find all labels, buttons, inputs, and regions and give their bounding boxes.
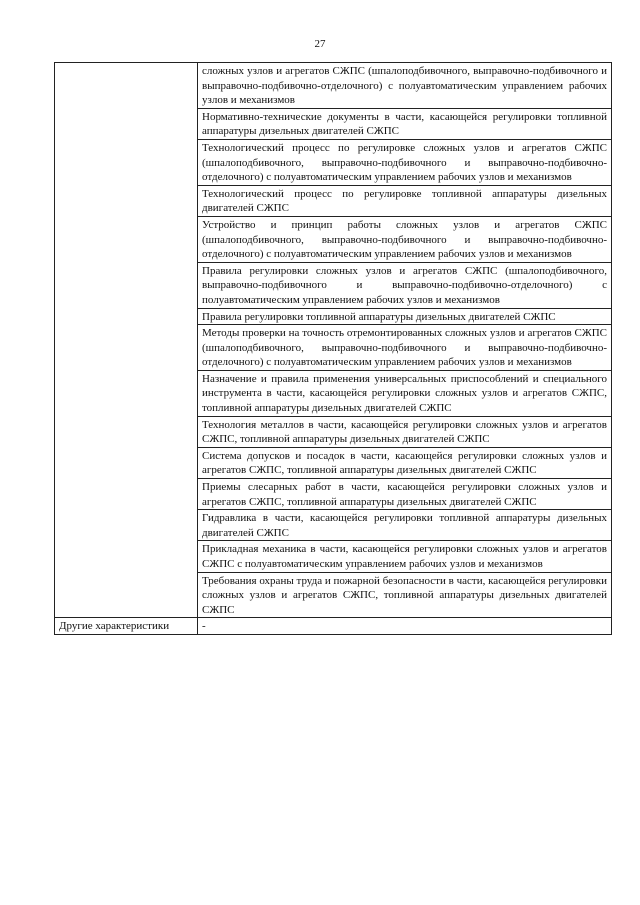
requirements-table	[54, 62, 612, 635]
knowledge-item: Приемы слесарных работ в части, касающейся регулировки сложных узлов и агрегатов СЖПС, топливной аппаратуры дизельных двигателей СЖПС	[198, 479, 612, 510]
knowledge-item: Технология металлов в части, касающейся регулировки сложных узлов и агрегатов СЖПС, топливной аппаратуры дизельных двигателей СЖПС	[198, 416, 612, 447]
knowledge-item: Гидравлика в части, касающейся регулировки топливной аппаратуры дизельных двигателей СЖПС	[198, 510, 612, 541]
knowledge-item: Методы проверки на точность отремонтированных сложных узлов и агрегатов СЖПС (шпалоподбивочного, выправочно-подбивочного и выправочно-подбивочно-отделочного) с полуавтоматическим управлением рабочих узлов и механизмов	[198, 325, 612, 371]
knowledge-item: Нормативно-технические документы в части, касающейся регулировки топливной аппаратуры дизельных двигателей СЖПС	[198, 108, 612, 139]
page-number: 27	[314, 38, 326, 50]
knowledge-item: Система допусков и посадок в части, касающейся регулировки сложных узлов и агрегатов СЖПС, топливной аппаратуры дизельных двигателей СЖПС	[198, 447, 612, 478]
knowledge-item: Требования охраны труда и пожарной безопасности в части, касающейся регулировки сложных узлов и агрегатов СЖПС, топливной аппаратуры дизельных двигателей СЖПС	[198, 572, 612, 618]
table-row	[55, 63, 612, 109]
knowledge-item: Назначение и правила применения универсальных приспособлений и специального инструмента в части, касающейся регулировки сложных узлов и агрегатов СЖПС, топливной аппаратуры дизельных двигателей СЖПС	[198, 370, 612, 416]
knowledge-item: Технологический процесс по регулировке сложных узлов и агрегатов СЖПС (шпалоподбивочного, выправочно-подбивочного и выправочно-подбивочно-отделочного) с полуавтоматическим управлением рабочих узлов и механизмов	[198, 139, 612, 185]
knowledge-item: Правила регулировки сложных узлов и агрегатов СЖПС (шпалоподбивочного, выправочно-подбивочного и выправочно-подбивочно-отделочного) с полуавтоматическим управлением рабочих узлов и механизмов	[198, 262, 612, 308]
knowledge-item: сложных узлов и агрегатов СЖПС (шпалоподбивочного, выправочно-подбивочного и выправочно-подбивочно-отделочного) с полуавтоматическим управлением рабочих узлов и механизмов	[198, 63, 612, 109]
table-row	[55, 618, 612, 635]
other-characteristics-label: Другие характеристики	[55, 618, 198, 635]
knowledge-item: Технологический процесс по регулировке топливной аппаратуры дизельных двигателей СЖПС	[198, 185, 612, 216]
knowledge-item: Устройство и принцип работы сложных узлов и агрегатов СЖПС (шпалоподбивочного, выправочно-подбивочного и выправочно-подбивочно-отделочного) с полуавтоматическим управлением рабочих узлов и механизмов	[198, 216, 612, 262]
knowledge-item: Правила регулировки топливной аппаратуры дизельных двигателей СЖПС	[198, 308, 612, 325]
knowledge-item: Прикладная механика в части, касающейся регулировки сложных узлов и агрегатов СЖПС с полуавтоматическим управлением рабочих узлов и механизмов	[198, 541, 612, 572]
other-characteristics-value: -	[198, 618, 612, 635]
label-cell-empty	[55, 63, 198, 618]
